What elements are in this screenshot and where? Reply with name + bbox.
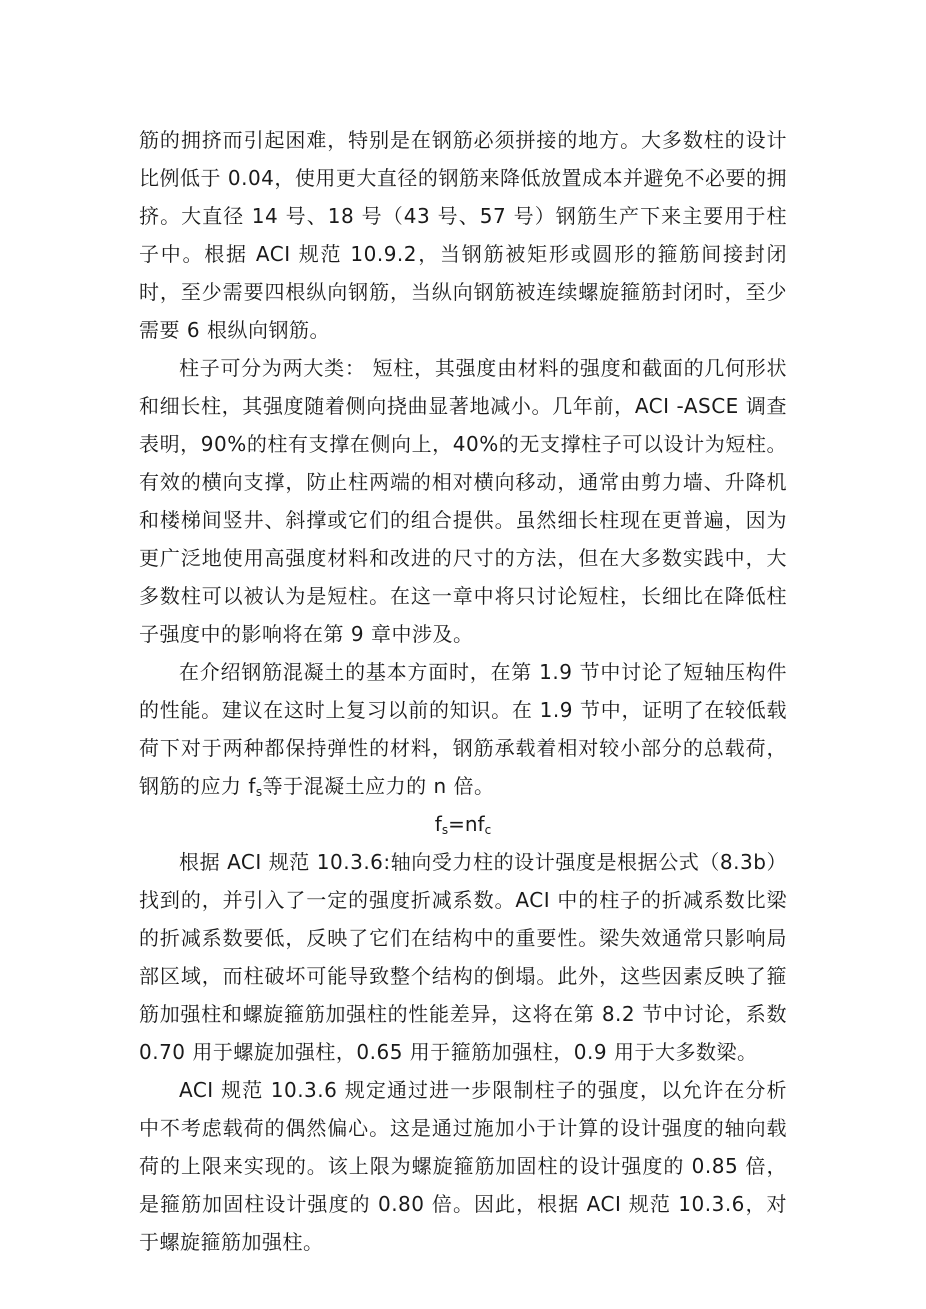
formula-s-subscript: s xyxy=(441,823,449,837)
text-column xyxy=(139,121,787,1261)
paragraph-column-categories: 柱子可分为两大类： 短柱，其强度由材料的强度和截面的几何形状和细长柱，其强度随着侧向挠曲显著地减小。几年前，ACI -ASCE 调查表明，90%的柱有支撑在侧向上，40%的无支撑柱子可以设计为短柱。有效的横向支撑，防止柱两端的相对横向移动，通常由剪力墙、升降机和楼梯间竖井、斜撑或它们的组合提供。虽然细长柱现在更普遍，因为更广泛地使用高强度材料和改进的尺寸的方法，但在大多数实践中，大多数柱可以被认为是短柱。在这一章中将只讨论短柱，长细比在降低柱子强度中的影响将在第 9 章中涉及。 xyxy=(139,356,787,646)
formula-equals-nf: =nf xyxy=(448,812,485,836)
paragraph-design-strength: 根据 ACI 规范 10.3.6:轴向受力柱的设计强度是根据公式（8.3b）找到的，并引入了一定的强度折减系数。ACI 中的柱子的折减系数比梁的折减系数要低，反映了它们在结构中的重要性。梁失效通常只影响局部区域，而柱破坏可能导致整个结构的倒塌。此外，这些因素反映了箍筋加强柱和螺旋箍筋加强柱的性能差异，这将在第 8.2 节中讨论，系数 0.70 用于螺旋加强柱，0.65 用于箍筋加强柱，0.9 用于大多数梁。 xyxy=(139,850,787,1064)
paragraph-rebar-crowding: 筋的拥挤而引起困难，特别是在钢筋必须拼接的地方。大多数柱的设计比例低于 0.04，使用更大直径的钢筋来降低放置成本并避免不必要的拥挤。大直径 14 号、18 号（43 号、57 号）钢筋生产下来主要用于柱子中。根据 ACI 规范 10.9.2，当钢筋被矩形或圆形的箍筋间接封闭时，至少需要四根纵向钢筋，当纵向钢筋被连续螺旋箍筋封闭时，至少需要 6 根纵向钢筋。 xyxy=(139,128,787,342)
formula-f-symbol: f xyxy=(434,812,442,836)
steel-stress-symbol: f xyxy=(248,774,256,798)
paragraph-axial-members-text-after: 等于混凝土应力的 n 倍。 xyxy=(262,774,495,798)
formula-fs-equals-nfc xyxy=(139,805,787,843)
paragraph-axial-members xyxy=(139,653,787,805)
paragraph-strength-limit: ACI 规范 10.3.6 规定通过进一步限制柱子的强度，以允许在分析中不考虑载荷的偶然偏心。这是通过施加小于计算的设计强度的轴向载荷的上限来实现的。该上限为螺旋箍筋加固柱的设计强度的 0.85 倍，是箍筋加固柱设计强度的 0.80 倍。因此，根据 ACI 规范 10.3.6，对于螺旋箍筋加强柱。 xyxy=(139,1078,787,1254)
paragraph-axial-members-text: 在介绍钢筋混凝土的基本方面时，在第 1.9 节中讨论了短轴压构件的性能。建议在这时上复习以前的知识。在 1.9 节中，证明了在较低载荷下对于两种都保持弹性的材料，钢筋承载着相对较小部分的总载荷，钢筋的应力 xyxy=(139,660,787,798)
steel-stress-subscript: s xyxy=(255,785,263,799)
formula-c-subscript: c xyxy=(484,823,492,837)
